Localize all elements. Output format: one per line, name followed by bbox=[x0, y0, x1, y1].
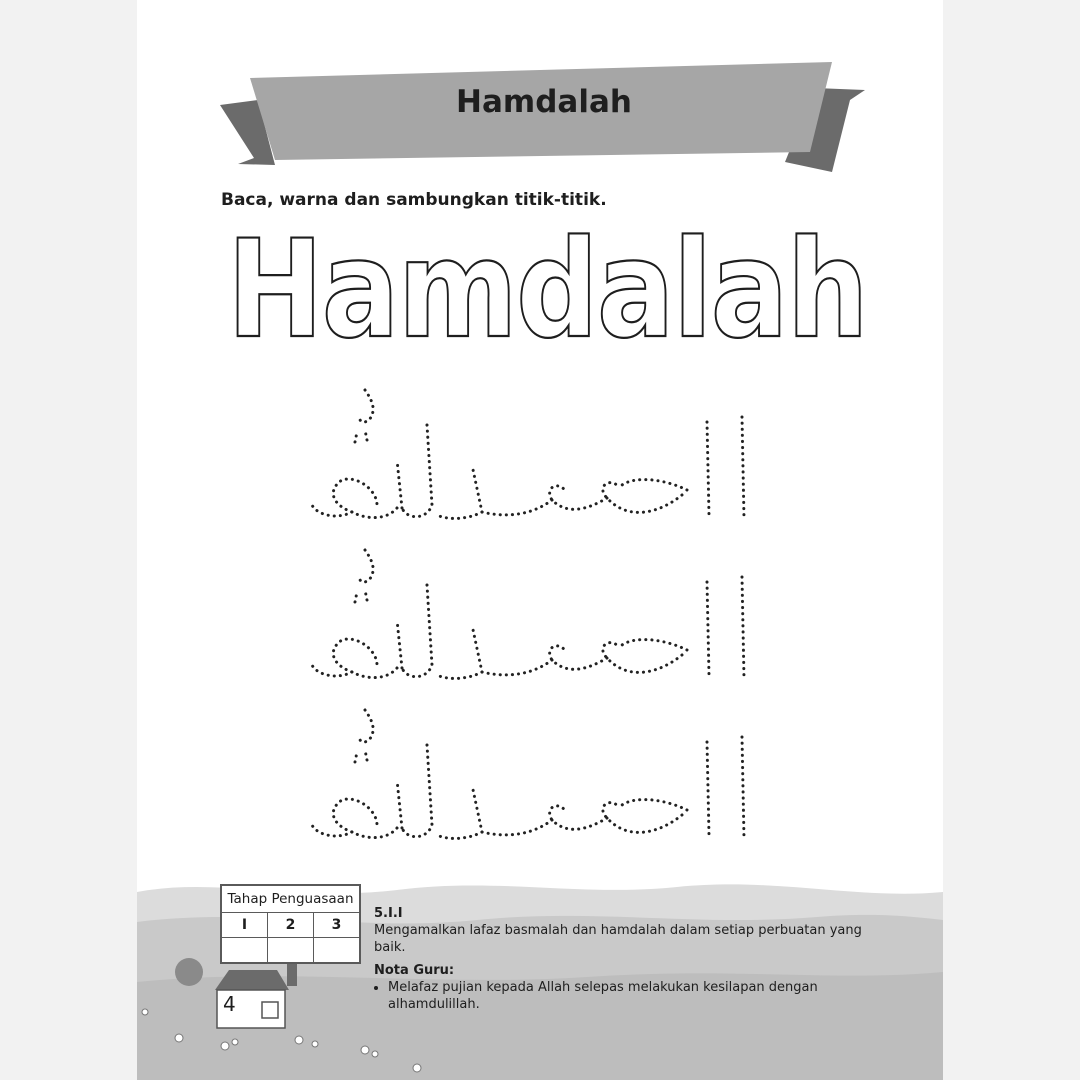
mastery-level-3: 3 bbox=[314, 913, 361, 938]
outlined-word bbox=[217, 211, 877, 368]
tracing-row-3 bbox=[307, 700, 787, 850]
instruction-text: Baca, warna dan sambungkan titik-titik. bbox=[221, 190, 607, 210]
mastery-box-1[interactable] bbox=[221, 938, 268, 964]
page-title: Hamdalah bbox=[456, 84, 632, 120]
worksheet-page bbox=[137, 0, 943, 1080]
mastery-box-3[interactable] bbox=[314, 938, 361, 964]
standard-text: Mengamalkan lafaz basmalah dan hamdalah dalam setiap perbuatan yang baik. bbox=[374, 923, 862, 955]
teacher-note-list bbox=[374, 979, 874, 1013]
teacher-note-item: • Melafaz pujian kepada Allah selepas melakukan kesilapan dengan alhamdulillah. bbox=[388, 979, 874, 1013]
mastery-level-2: 2 bbox=[268, 913, 314, 938]
svg-text:Hamdalah: Hamdalah bbox=[227, 211, 867, 368]
tracing-row-1 bbox=[307, 380, 787, 530]
tracing-row-2 bbox=[307, 540, 787, 690]
teacher-note-label: Nota Guru: bbox=[374, 963, 455, 978]
mastery-box-2[interactable] bbox=[268, 938, 314, 964]
mastery-label: Tahap Penguasaan bbox=[221, 885, 360, 913]
mastery-level-1: I bbox=[221, 913, 268, 938]
page-number: 4 bbox=[223, 992, 236, 1016]
standard-code: 5.I.I bbox=[374, 906, 403, 921]
mastery-level-table bbox=[220, 884, 361, 964]
standard-info bbox=[374, 905, 874, 1013]
